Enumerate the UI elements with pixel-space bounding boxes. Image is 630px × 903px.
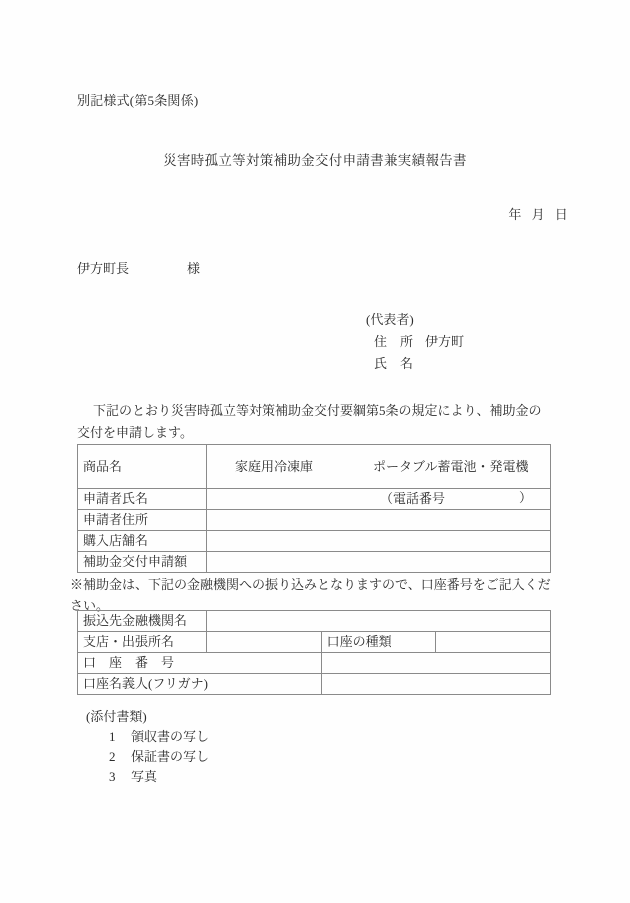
row-label-applicant-address: 申請者住所 [78,510,207,531]
account-holder-field[interactable] [321,674,550,695]
body-paragraph: 下記のとおり災害時孤立等対策補助金交付要綱第5条の規定により、補助金の交付を申請します。 [77,403,542,440]
branch-name-field[interactable] [207,632,322,653]
attachments-heading: (添付書類) [86,709,147,724]
row-label-product-name: 商品名 [78,445,207,489]
row-label-applicant-name: 申請者氏名 [78,489,207,510]
table-row [78,611,551,632]
applicant-address-field[interactable] [207,510,551,531]
table-row [78,510,551,531]
applicant-name-phone-field[interactable] [207,489,551,510]
list-item [109,767,209,787]
addressee-title: 伊方町長 [77,261,130,276]
subsidy-amount-field[interactable] [207,552,551,573]
bank-transfer-notice: ※補助金は、下記の金融機関への振り込みとなりますので、口座番号をご記入ください。 [70,577,551,613]
phone-close-paren-label: ） [518,490,532,505]
list-item [109,747,209,767]
attachment-number: 2 [109,749,116,764]
row-label-bank-name: 振込先金融機関名 [78,611,207,632]
attachment-number: 3 [109,769,116,784]
representative-heading: (代表者) [366,312,414,327]
account-number-field[interactable] [321,653,550,674]
store-name-field[interactable] [207,531,551,552]
representative-name-line [366,353,464,375]
attachments-block [86,707,209,787]
date-month-label: 月 [531,207,545,222]
table-row [78,489,551,510]
attachment-label: 保証書の写し [131,749,210,764]
row-label-branch-name: 支店・出張所名 [78,632,207,653]
representative-address-label: 住 所 [374,334,414,349]
product-options-cell[interactable] [207,445,551,489]
form-number: 別記様式(第5条関係) [77,93,199,108]
bank-name-field[interactable] [207,611,551,632]
representative-name-label: 氏 名 [374,356,414,371]
applicant-table [77,444,551,573]
row-label-account-holder: 口座名義人(フリガナ) [78,674,322,695]
row-label-subsidy-amount: 補助金交付申請額 [78,552,207,573]
attachment-number: 1 [109,729,116,744]
phone-open-paren-label: （電話番号 [380,491,446,506]
addressee-honorific: 様 [187,261,201,276]
table-row [78,653,551,674]
date-year-label: 年 [508,207,522,222]
table-row [78,674,551,695]
account-type-field[interactable] [436,632,551,653]
row-label-store-name: 購入店舗名 [78,531,207,552]
table-row [78,531,551,552]
bank-account-table [77,610,551,695]
table-row [78,445,551,489]
date-line [508,204,568,223]
product-option-freezer: 家庭用冷凍庫 [235,458,314,474]
addressee [77,258,200,277]
product-option-battery-generator: ポータブル蓄電池・発電機 [373,458,529,474]
representative-address-line [366,331,464,353]
representative-block [366,309,464,375]
document-title: 災害時孤立等対策補助金交付申請書兼実績報告書 [163,153,467,168]
table-row [78,632,551,653]
list-item [109,727,209,747]
attachment-label: 写真 [131,769,158,784]
representative-address-value: 伊方町 [425,334,465,349]
row-label-account-number: 口 座 番 号 [78,653,322,674]
date-day-label: 日 [554,207,568,222]
row-label-account-type: 口座の種類 [321,632,436,653]
table-row [78,552,551,573]
attachment-label: 領収書の写し [131,729,210,744]
